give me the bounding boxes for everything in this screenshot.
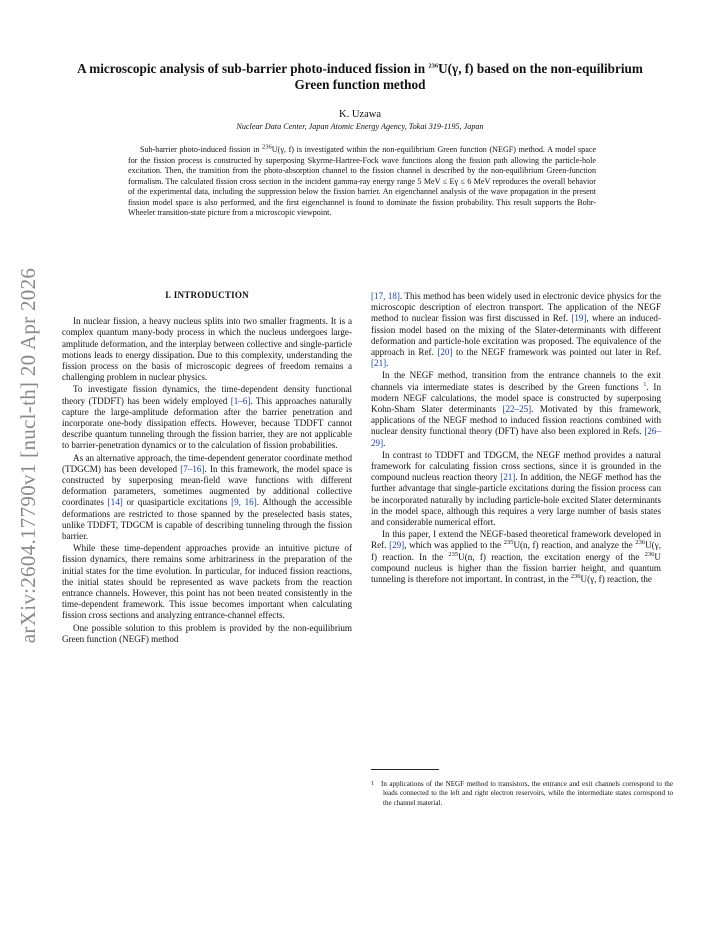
citation-link[interactable]: [7–16] (180, 463, 205, 474)
citation-link[interactable]: [19] (571, 313, 587, 324)
section-heading-introduction: I. INTRODUCTION (165, 290, 249, 300)
citation-link[interactable]: [9, 16] (231, 497, 257, 508)
citation-link[interactable]: [29] (389, 540, 405, 551)
citation-link[interactable]: [20] (437, 347, 453, 358)
citation-link[interactable]: [21] (500, 472, 516, 483)
right-column (371, 291, 661, 586)
arxiv-identifier[interactable]: arXiv:2604.17790v1 [nucl-th] 20 Apr 2026 (16, 267, 41, 643)
paragraph: While these time-dependent approaches provide an intuitive picture of fission dynamics, there remains some arbitrariness in the preparation of the initial states for the time evolution. In particular, for induced fission reactions, the initial states should be represented as wave packets from the reaction entrance channels. However, this point has not been treated consistently in the time-dependent framework. This issue becomes important when calculating fission cross sections and analyzing entrance-channel effects. (62, 543, 352, 621)
citation-link[interactable]: [22–25] (502, 404, 532, 415)
paragraph: In contrast to TDDFT and TDGCM, the NEGF method provides a natural framework for calculating fission cross sections, since it is grounded in the compound nucleus reaction theory [21]. In addition, the NEGF method has the further advantage that single-particle excitations during the fission process can be incorporated naturally by including particle-hole excited Slater determinants in the model space, although this requires a very large number of basis states and considerable numerical effort. (371, 449, 661, 528)
footnote: 1 In applications of the NEGF method to transistors, the entrance and exit channels correspond to the leads connected to the left and right electron reservoirs, while the intermediate states correspond to the channel material. (371, 780, 673, 807)
citation-link[interactable]: [17, 18] (371, 291, 400, 301)
paragraph: In the NEGF method, transition from the entrance channels to the exit channels via intermediate states is described by the Green functions $^1$. In modern NEGF calculations, the model space is constructed by superposing Kohn-Sham Slater determinants [22–25]. Motivated by this framework, applications of the NEGF method to induced fission reactions combined with nuclear density functional theory (DFT) have also been explored in Refs. [26–29]. (371, 370, 661, 448)
abstract: Sub-barrier photo-induced fission in $^{236}$U(γ, f) is investigated within the non-equilibrium Green function (NEGF) method. A model space for the fission process is constructed by superposing Skyrme-Hartree-Fock wave functions along the fission path allowing the particle-hole excitation. Then, the transition from the photo-absorption channel to the fission channel is described by the non-equilibrium Green-function formalism. The calculated fission cross section in the incident gamma-ray energy range 5 MeV ≤ Eγ ≤ 6 MeV reproduces the overall behavior of the experimental data, including the suppression below the fission barrier. An eigenchannel analysis of the wave propagation in the present fission model space is also performed, and the first eigenchannel is found to dominate the fission probability. This result supports the Bohr-Wheeler transition-state picture from a microscopic viewpoint. (128, 143, 596, 217)
author-name: K. Uzawa (339, 109, 381, 120)
paper-title: A microscopic analysis of sub-barrier photo-induced fission in $^{236}$U(γ, f) based on the non-equilibrium Green function method (77, 61, 643, 92)
paragraph: One possible solution to this problem is provided by the non-equilibrium Green function (NEGF) method (62, 622, 352, 644)
citation-link[interactable]: [14] (107, 497, 123, 508)
paragraph: In this paper, I extend the NEGF-based theoretical framework developed in Ref. [29], which was applied to the $^{235}$U(n, f) reaction, and analyze the $^{236}$U(γ, f) reaction. In the $^{235}$U(n, f) reaction, the excitation energy of the $^{236}$U compound nucleus is higher than the fission barrier height, and quantum tunneling is therefore not important. In contrast, in the $^{236}$U(γ, f) reaction, the (371, 529, 661, 585)
footnote-marker[interactable]: 1 (643, 380, 647, 388)
footnote-divider (371, 769, 439, 770)
footnote-number: 1 (371, 780, 375, 787)
paragraph: As an alternative approach, the time-dependent generator coordinate method (TDGCM) has been developed [7–16]. In this framework, the model space is constructed by superposing mean-field wave functions with different deformation parameters, sometimes augmented by additional collective coordinates [14] or quasiparticle excitations [9, 16]. Although the accessible deformations are restricted to those spanned by the preselected basis states, unlike TDDFT, TDGCM is capable of describing tunneling through the fission barrier. (62, 452, 352, 542)
paragraph: To investigate fission dynamics, the time-dependent density functional theory (TDDFT) has been widely employed [1–6]. This approaches naturally capture the large-amplitude deformation after the barrier penetration and incorporate one-body dissipation effects. However, because TDDFT cannot describe quantum tunneling through the fission barrier, they are not applicable to barrier-penetration dynamics or to the calculation of fission probabilities. (62, 384, 352, 451)
left-column (62, 290, 352, 646)
arxiv-stamp (6, 255, 52, 655)
citation-link[interactable]: [1–6] (230, 395, 251, 406)
citation-link[interactable]: [26–29] (371, 426, 661, 448)
paragraph: In nuclear fission, a heavy nucleus splits into two smaller fragments. It is a complex quantum many-body process in which the nucleus undergoes large-amplitude deformation, and the interplay between collective and single-particle motions leads to energy dissipation. Due to this complexity, understanding the fission process on the basis of microscopic degrees of freedom remains a challenging problem in nuclear physics. (62, 316, 352, 383)
author-affiliation: Nuclear Data Center, Japan Atomic Energy Agency, Tokai 319-1195, Japan (236, 122, 484, 131)
paragraph: [17, 18]. This method has been widely used in electronic device physics for the microscopic description of electron transport. The application of the NEGF method to nuclear fission was first discussed in Ref. [19], where an induced-fission model based on the mixing of the Slater-determinants with different deformation and particle-hole excitation was proposed. The equivalence of the approach in Ref. [20] to the NEGF framework was pointed out later in Ref. [21]. (371, 291, 661, 369)
citation-link[interactable]: [21] (371, 358, 387, 369)
